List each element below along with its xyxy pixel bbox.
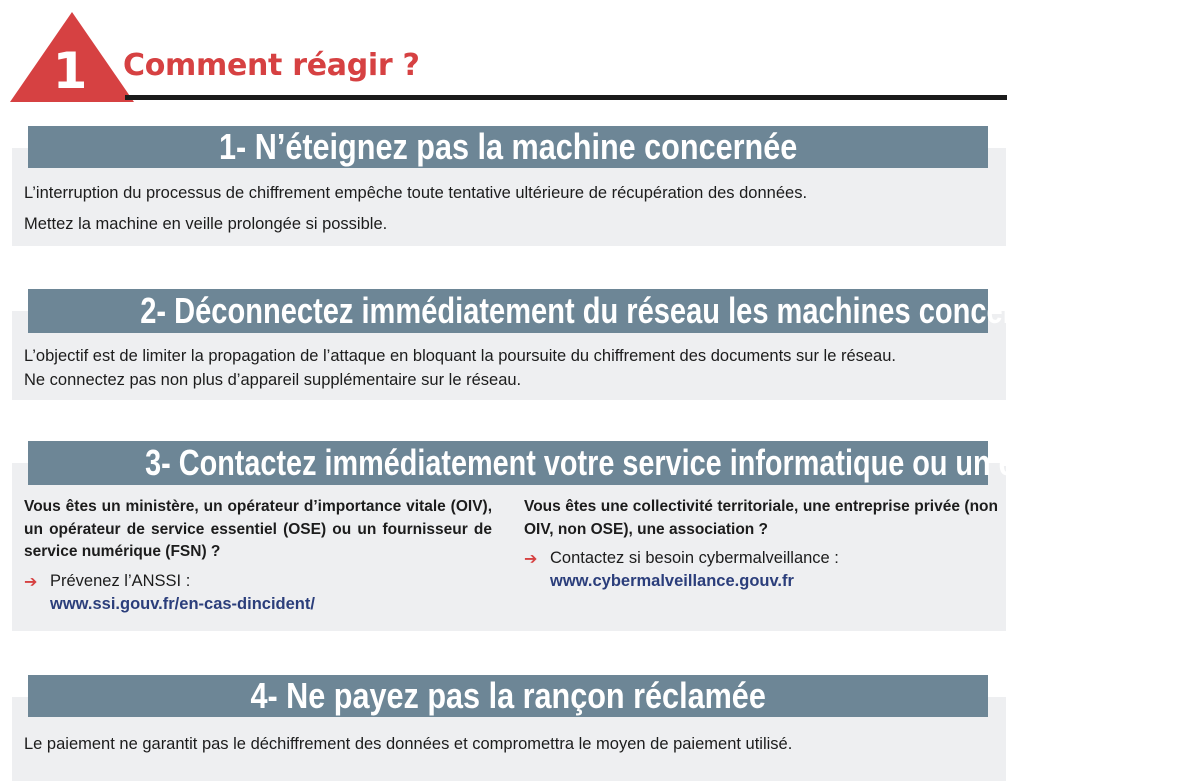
section-4-line-1: Le paiement ne garantit pas le déchiffrement des données et compromettra le moyen de paiement utilisé. (24, 735, 793, 753)
left-question: Vous êtes un ministère, un opérateur d’importance vitale (OIV), un opérateur de service essentiel (OSE) ou un fournisseur de service numérique (FSN) ? (24, 498, 492, 560)
title-underline (125, 95, 1007, 100)
section-2-line-1: L’objectif est de limiter la propagation de l’attaque en bloquant la poursuite du chiffrement des documents sur le réseau. (24, 347, 896, 365)
section-3-title: 3- Contactez immédiatement votre service informatique ou un expert (28, 441, 988, 485)
section-1-line-2: Mettez la machine en veille prolongée si possible. (24, 215, 388, 233)
cybermalveillance-link[interactable]: www.cybermalveillance.gouv.fr (550, 572, 794, 590)
section-2-title: 2- Déconnectez immédiatement du réseau les machines concernées (28, 289, 988, 333)
right-question: Vous êtes une collectivité territoriale, une entreprise privée (non OIV, non OSE), une association ? (524, 498, 998, 538)
page-header (0, 0, 1030, 110)
section-1-line-1: L’interruption du processus de chiffrement empêche toute tentative ultérieure de récupération des données. (24, 184, 808, 202)
section-3-left-column (24, 496, 492, 616)
step-number: 1 (52, 42, 88, 100)
right-answer (524, 547, 998, 593)
section-1-title: 1- N’éteignez pas la machine concernée (28, 126, 988, 168)
anssi-link[interactable]: www.ssi.gouv.fr/en-cas-dincident/ (50, 594, 315, 613)
arrow-right-icon: ➔ (524, 549, 538, 568)
left-answer (24, 570, 492, 616)
section-4-title: 4- Ne payez pas la rançon réclamée (28, 675, 988, 717)
left-action: Prévenez l’ANSSI : (50, 571, 191, 590)
right-action: Contactez si besoin cybermalveillance : (550, 549, 839, 567)
page-title: Comment réagir ? (123, 48, 420, 83)
arrow-right-icon: ➔ (24, 571, 38, 591)
section-2-line-2: Ne connectez pas non plus d’appareil supplémentaire sur le réseau. (24, 371, 522, 389)
section-3-right-column (524, 496, 998, 593)
